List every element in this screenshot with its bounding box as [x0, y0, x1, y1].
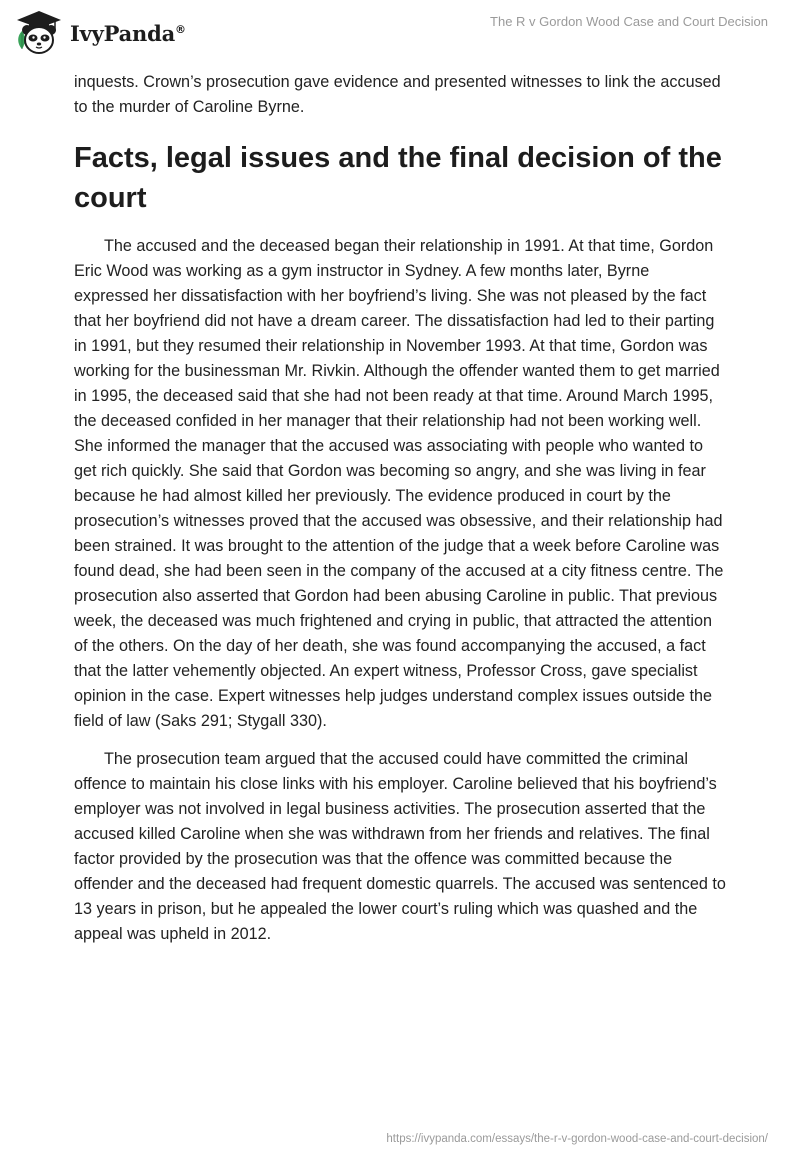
body-paragraph: The accused and the deceased began their relationship in 1991. At that time, Gordon Eric Wood was working as a gym instructor in Sydney. A few months later, Byrne expressed her dissatisfaction with her boyfriend’s living. She was not pleased by the fact that her boyfriend did not have a dream career. The dissatisfaction had led to their parting in 1991, but they resumed their relationship in November 1993. At that time, Gordon was working for the businessman Mr. Rivkin. Although the offender wanted them to get married in 1995, the deceased said that she had not been ready at that time. Around March 1995, the deceased confided in her manager that their relationship had not been working well. She informed the manager that the accused was associating with people who wanted to get rich quickly. She said that Gordon was becoming so angry, and she was living in fear because he had almost killed her previously. The evidence produced in court by the prosecution’s witnesses proved that the accused was obsessive, and their relationship had been strained. It was brought to the attention of the judge that a week before Caroline was found dead, she had been seen in the company of the accused at a city fitness centre. The prosecution also asserted that Gordon had been abusing Caroline in public. That previous week, the deceased was much frightened and crying in public, that attracted the attention of the others. On the day of her death, she was found accompanying the accused, a fact that the latter vehemently objected. An expert witness, Professor Cross, gave specialist opinion in the case. Expert witnesses help judges understand complex issues outside the field of law (Saks 291; Stygall 330). — [74, 237, 724, 730]
brand-name — [70, 21, 186, 46]
body-paragraph: The prosecution team argued that the accused could have committed the criminal offence to maintain his close links with his employer. Caroline believed that his boyfriend’s employer was not involved in legal business activities. The prosecution asserted that the accused killed Caroline when she was withdrawn from her friends and relatives. The final factor provided by the prosecution was that the offence was committed because the offender and the deceased had frequent domestic quarrels. The accused was sentenced to 13 years in prison, but he appealed the lower court’s ruling which was quashed and the appeal was upheld in 2012. — [74, 750, 726, 943]
document-title: The R v Gordon Wood Case and Court Decision — [490, 14, 768, 29]
registered-mark: ® — [175, 22, 186, 36]
panda-graduate-icon — [14, 9, 64, 57]
source-url[interactable]: https://ivypanda.com/essays/the-r-v-gordon-wood-case-and-court-decision/ — [386, 1133, 768, 1145]
section-heading: Facts, legal issues and the final decision of the court — [74, 142, 722, 214]
brand-text: IvyPanda — [70, 20, 176, 46]
article-body — [74, 70, 728, 960]
intro-paragraph: inquests. Crown’s prosecution gave evidence and presented witnesses to link the accused to the murder of Caroline Byrne. — [74, 73, 721, 116]
ivypanda-logo[interactable] — [14, 8, 186, 58]
page-header — [0, 0, 800, 66]
